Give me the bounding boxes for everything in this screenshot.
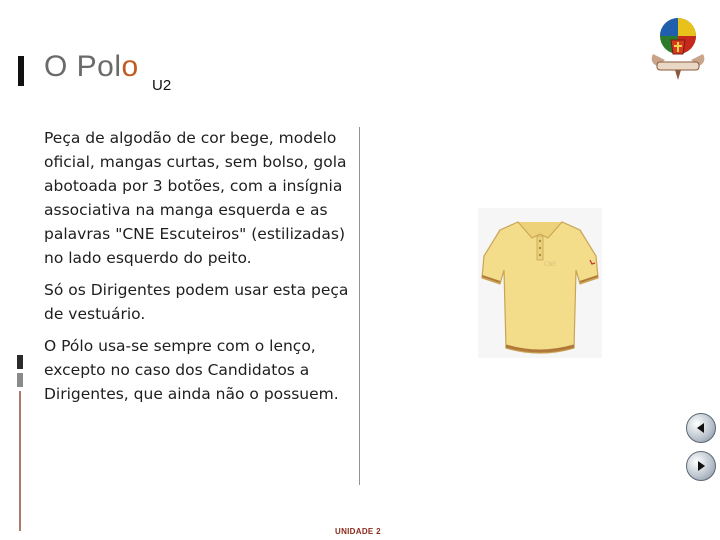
left-accent-bars <box>17 355 23 535</box>
cne-emblem-icon <box>647 10 709 82</box>
svg-text:CNE: CNE <box>544 261 557 268</box>
back-arrow-icon <box>694 421 708 435</box>
paragraph-description: Peça de algodão de cor bege, modelo oficial, mangas curtas, sem bolso, gola abotoada por 3 botões, com a insígnia associativa na manga esquerda e as palavras "CNE Escuteiros" (estilizadas) no lado esquerdo do peito. <box>44 129 347 267</box>
content-divider <box>359 127 360 485</box>
paragraph-dirigentes: Só os Dirigentes podem usar esta peça de vestuário. <box>44 281 349 323</box>
forward-button[interactable] <box>686 451 716 481</box>
paragraph-lenco: O Pólo usa-se sempre com o lenço, excepto no caso dos Candidatos a Dirigentes, que ainda não o possuem. <box>44 337 339 403</box>
back-button[interactable] <box>686 413 716 443</box>
forward-arrow-icon <box>694 459 708 473</box>
title-accent-letter: o <box>121 50 139 83</box>
page-subtitle: U2 <box>152 77 172 94</box>
unit-label: UNIDADE 2 <box>335 527 381 536</box>
page-title: O Polo <box>44 50 139 83</box>
polo-shirt-image <box>478 208 602 358</box>
title-accent-bar <box>18 56 24 86</box>
description-text <box>44 126 356 414</box>
